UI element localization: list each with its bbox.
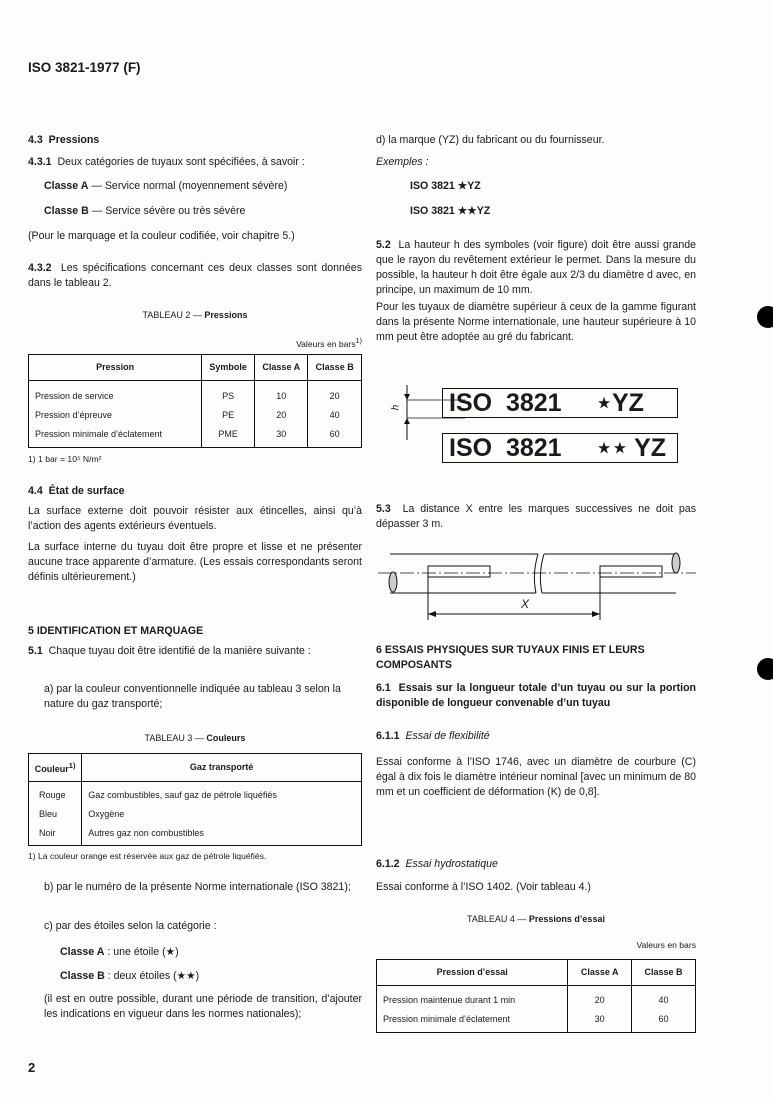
table-row — [29, 805, 362, 824]
table-3-caption — [28, 731, 362, 746]
paragraph: Pour les tuyaux de diamètre supérieur à ceux de la gamme figurant dans la présente Norme internationale, une hauteur supérieure à 10 mm peut être adoptée au gré du fabricant. — [376, 301, 696, 343]
table-2-units — [28, 334, 362, 352]
cell: Pression maintenue durant 1 min — [377, 986, 568, 1011]
cell: 30 — [255, 425, 308, 448]
cell: 60 — [631, 1010, 695, 1033]
section-number: 5.3 — [376, 503, 391, 515]
section-title: Pressions — [48, 134, 100, 146]
table-row — [29, 406, 362, 425]
example-1: ISO 3821 ★YZ — [410, 180, 481, 192]
cell: 20 — [255, 406, 308, 425]
cell: 30 — [568, 1010, 632, 1033]
table-2-footnote: 1) 1 bar = 10⁵ N/m² — [28, 454, 102, 464]
cell: Rouge — [29, 782, 82, 806]
section-5-1 — [28, 644, 362, 659]
binder-hole-mark — [757, 306, 773, 328]
cell: 20 — [308, 381, 362, 407]
section-title: Essai hydrostatique — [405, 858, 498, 870]
table-3-footnote: 1) La couleur orange est réservée aux gaz de pétrole liquéfiés. — [28, 851, 267, 861]
table-4-units: Valeurs en bars — [636, 940, 696, 950]
section-number: 6.1 — [376, 682, 391, 694]
paragraph: Les spécifications concernant ces deux classes sont données dans le tableau 2. — [28, 262, 362, 289]
caption-title: Couleurs — [206, 733, 246, 743]
paragraph: Chaque tuyau doit être identifié de la manière suivante : — [48, 645, 311, 657]
caption-title: Pressions d’essai — [528, 914, 605, 924]
table-2 — [28, 354, 362, 448]
section-title: Essai de flexibilité — [405, 730, 490, 742]
h-label: h — [390, 404, 402, 411]
table-4 — [376, 959, 696, 1033]
caption-prefix: TABLEAU 4 — — [467, 914, 527, 924]
label: Classe A — [44, 180, 89, 192]
column-header: Classe B — [308, 355, 362, 381]
table-row — [377, 986, 696, 1011]
cell: Oxygène — [82, 805, 362, 824]
section-6-1-2-heading — [376, 857, 696, 872]
stars-class-b — [28, 969, 394, 984]
table-row — [29, 425, 362, 448]
page-number: 2 — [28, 1060, 36, 1075]
section-number: 5.2 — [376, 239, 391, 251]
cell: Gaz combustibles, sauf gaz de pétrole liquéfiés — [82, 782, 362, 806]
marking-class-b: ISO 3821 ⋆⋆ YZ — [442, 433, 678, 463]
label: Classe A — [60, 946, 105, 958]
section-number: 4.3.2 — [28, 262, 52, 274]
section-number: 6.1.2 — [376, 858, 400, 870]
cell: 10 — [255, 381, 308, 407]
column-header — [29, 754, 82, 782]
cell: Noir — [29, 824, 82, 846]
paragraph: Essai conforme à l’ISO 1746, avec un diamètre de courbure (C) égal à dix fois le diamètre intérieur nominal [avec un minimum de 80 mm et un coefficient de déformation (K) de 0,8]. — [376, 756, 696, 798]
section-6-1-1-heading — [376, 729, 696, 744]
section-5-2 — [376, 238, 696, 298]
table-header-row — [29, 754, 362, 782]
text: : une étoile (★) — [107, 946, 179, 958]
paragraph: Essai conforme à l’ISO 1402. (Voir tableau 4.) — [376, 881, 591, 893]
section-number: 6.1.1 — [376, 730, 400, 742]
column-header: Classe A — [255, 355, 308, 381]
marking-note: (Pour le marquage et la couleur codifiée, voir chapitre 5.) — [28, 230, 295, 242]
text: : deux étoiles (★★) — [107, 970, 200, 982]
stars-class-a — [28, 945, 394, 960]
section-6-1 — [376, 681, 696, 711]
table-2-caption — [28, 308, 362, 323]
cell: PS — [202, 381, 255, 407]
example-2: ISO 3821 ★★YZ — [410, 205, 491, 217]
section-6-heading: 6 ESSAIS PHYSIQUES SUR TUYAUX FINIS ET LEURS COMPOSANTS — [376, 644, 645, 671]
column-header: Pression d’essai — [377, 960, 568, 986]
section-title: État de surface — [48, 485, 125, 497]
cell: Bleu — [29, 805, 82, 824]
cell: PME — [202, 425, 255, 448]
table-4-caption — [376, 912, 696, 927]
marking-class-a: ISO 3821 ⋆YZ — [442, 388, 678, 418]
cell: Pression minimale d’éclatement — [377, 1010, 568, 1033]
paragraph: La distance X entre les marques successives ne doit pas dépasser 3 m. — [376, 503, 696, 530]
paragraph: La surface externe doit pouvoir résister aux étincelles, ainsi qu’à l’action des agents extérieurs éventuels. — [28, 505, 362, 532]
list-item-a: a) par la couleur conventionnelle indiquée au tableau 3 selon la nature du gaz transporté; — [44, 683, 341, 710]
units-text: Valeurs en bars — [296, 338, 356, 349]
text: — Service normal (moyennement sévère) — [91, 180, 288, 192]
footnote-ref: 1) — [68, 761, 76, 770]
section-number: 4.3 — [28, 134, 43, 146]
cell: Autres gaz non combustibles — [82, 824, 362, 846]
section-4-4-heading — [28, 484, 362, 499]
section-number: 4.3.1 — [28, 156, 52, 168]
paragraph: La hauteur h des symboles (voir figure) doit être aussi grande que le rayon du revêtement extérieur le permet. Dans la mesure du possible, la hauteur h doit être égale aux 2/3 du diamètre d avec, en principe, un maximum de 10 mm. — [376, 239, 697, 296]
cell: 20 — [568, 986, 632, 1011]
x-label: X — [521, 597, 530, 611]
cell: 40 — [631, 986, 695, 1011]
list-item-d: d) la marque (YZ) du fabricant ou du fournisseur. — [376, 134, 605, 146]
column-header: Gaz transporté — [82, 754, 362, 782]
caption-prefix: TABLEAU 3 — — [144, 733, 204, 743]
paragraph: La surface interne du tuyau doit être propre et lisse et ne présenter aucune trace apparente d’armature. (Les essais correspondants seront définis ultérieurement.) — [28, 541, 362, 583]
section-4-3-2 — [28, 261, 362, 291]
examples-label: Exemples : — [376, 156, 429, 168]
section-4-3-1 — [28, 155, 362, 170]
cell: Pression minimale d’éclatement — [29, 425, 202, 448]
table-row — [29, 782, 362, 806]
caption-title: Pressions — [204, 310, 248, 320]
section-5-heading: 5 IDENTIFICATION ET MARQUAGE — [28, 625, 204, 637]
cell: Pression d’épreuve — [29, 406, 202, 425]
list-item-b: b) par le numéro de la présente Norme internationale (ISO 3821); — [44, 881, 351, 893]
column-header: Classe A — [568, 960, 632, 986]
table-3 — [28, 753, 362, 846]
label: Classe B — [44, 205, 89, 217]
cell: Pression de service — [29, 381, 202, 407]
table-row — [29, 824, 362, 846]
caption-prefix: TABLEAU 2 — — [142, 310, 202, 320]
cell: PE — [202, 406, 255, 425]
transition-note: (il est en outre possible, durant une période de transition, d’ajouter les indications en vigueur dans les normes nationales); — [44, 993, 362, 1020]
binder-hole-mark — [757, 658, 773, 680]
cell: 60 — [308, 425, 362, 448]
column-header: Symbole — [202, 355, 255, 381]
hose-distance-figure-icon — [378, 548, 698, 628]
table-header-row — [29, 355, 362, 381]
footnote-ref: 1) — [355, 337, 362, 345]
paragraph: Deux catégories de tuyaux sont spécifiées, à savoir : — [57, 156, 305, 168]
section-5-3 — [376, 502, 696, 532]
text: — Service sévère ou très sévère — [91, 205, 246, 217]
marking-figure — [390, 380, 705, 480]
cell: 40 — [308, 406, 362, 425]
label: Classe B — [60, 970, 105, 982]
class-b-line — [28, 204, 378, 219]
class-a-line — [28, 179, 378, 194]
table-row — [377, 1010, 696, 1033]
list-item-c: c) par des étoiles selon la catégorie : — [44, 920, 217, 932]
table-row — [29, 381, 362, 407]
table-header-row — [377, 960, 696, 986]
header-text: Couleur — [34, 764, 69, 774]
section-4-3-heading — [28, 133, 362, 148]
column-header: Pression — [29, 355, 202, 381]
column-header: Classe B — [631, 960, 695, 986]
section-number: 5.1 — [28, 645, 43, 657]
section-title: Essais sur la longueur totale d’un tuyau ou sur la portion disponible de longueur convenable d’un tuyau — [376, 682, 697, 709]
section-number: 4.4 — [28, 485, 43, 497]
document-header: ISO 3821-1977 (F) — [28, 60, 141, 75]
